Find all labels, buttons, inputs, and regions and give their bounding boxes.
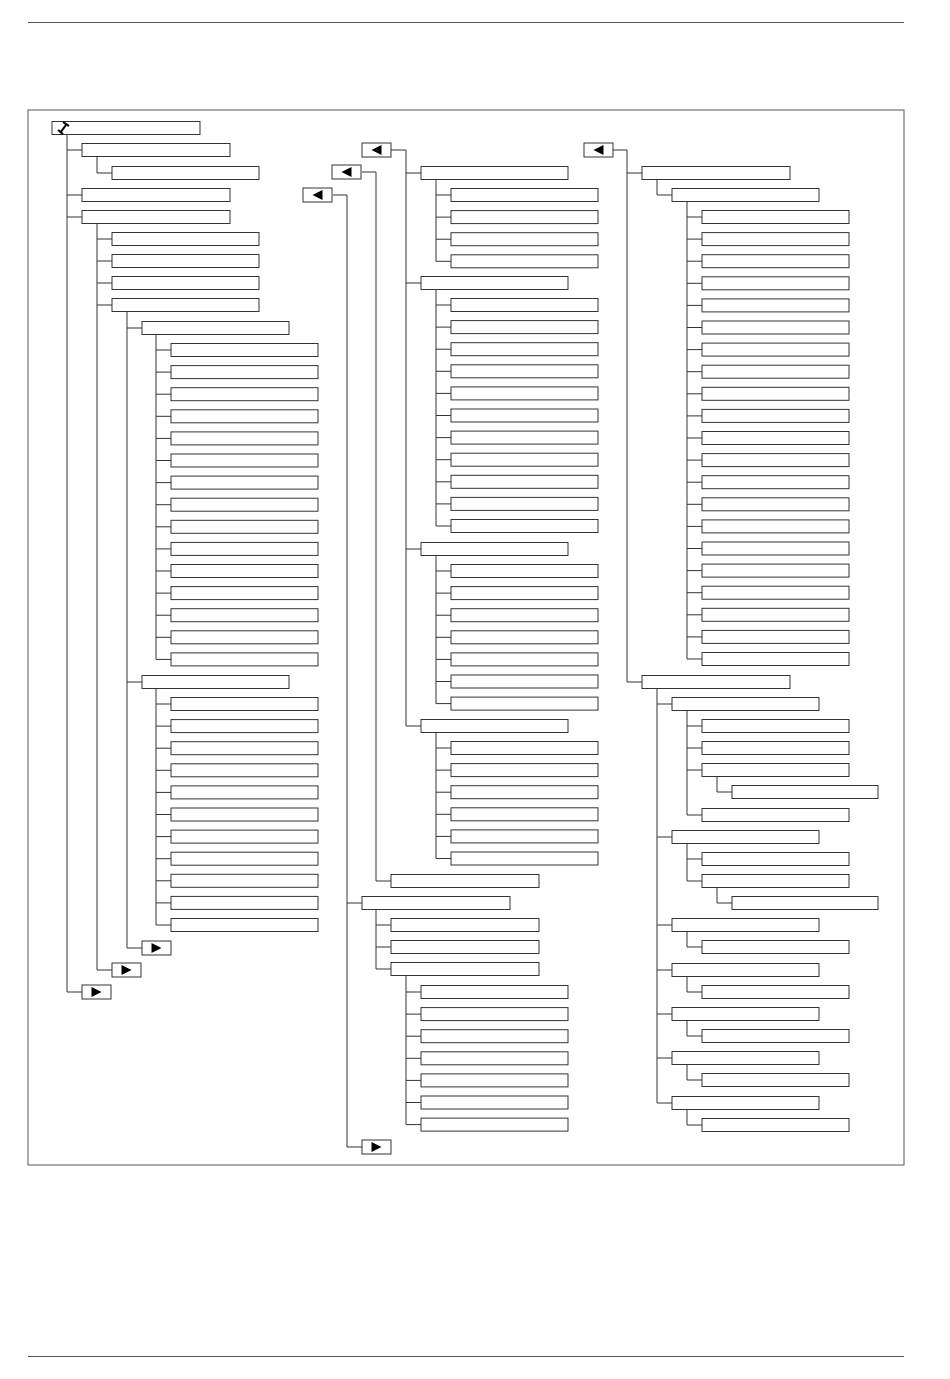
menu-item-box[interactable]: [451, 299, 598, 312]
menu-item-box[interactable]: [451, 365, 598, 378]
menu-item-box[interactable]: [702, 211, 849, 224]
menu-item-box[interactable]: [421, 1008, 568, 1021]
menu-item-box[interactable]: [672, 919, 819, 932]
menu-item-box[interactable]: [171, 896, 318, 909]
menu-item-box[interactable]: [702, 764, 849, 777]
menu-item-box[interactable]: [672, 831, 819, 844]
menu-item-box[interactable]: [82, 144, 230, 157]
next-page-button[interactable]: [142, 941, 171, 955]
prev-page-button[interactable]: [303, 188, 332, 202]
menu-item-box[interactable]: [171, 498, 318, 511]
menu-item-box[interactable]: [171, 764, 318, 777]
menu-item-box[interactable]: [421, 986, 568, 999]
menu-item-box[interactable]: [421, 1030, 568, 1043]
menu-item-box[interactable]: [451, 321, 598, 334]
root-menu-box[interactable]: [52, 122, 200, 135]
menu-item-box[interactable]: [171, 410, 318, 423]
menu-item-box[interactable]: [702, 1074, 849, 1087]
menu-item-box[interactable]: [451, 830, 598, 843]
menu-item-box[interactable]: [702, 476, 849, 489]
menu-item-box[interactable]: [702, 454, 849, 467]
menu-item-box[interactable]: [451, 387, 598, 400]
menu-item-box[interactable]: [702, 321, 849, 334]
menu-item-box[interactable]: [171, 919, 318, 932]
menu-item-box[interactable]: [451, 609, 598, 622]
menu-item-box[interactable]: [451, 520, 598, 533]
menu-item-box[interactable]: [642, 676, 790, 689]
menu-item-box[interactable]: [672, 189, 819, 202]
menu-item-box[interactable]: [451, 808, 598, 821]
menu-item-box[interactable]: [702, 742, 849, 755]
next-page-button[interactable]: [82, 985, 111, 999]
menu-item-box[interactable]: [362, 897, 510, 910]
menu-item-box[interactable]: [112, 277, 259, 290]
menu-item-box[interactable]: [171, 653, 318, 666]
menu-item-box[interactable]: [451, 409, 598, 422]
menu-item-box[interactable]: [451, 343, 598, 356]
menu-item-box[interactable]: [451, 786, 598, 799]
menu-item-box[interactable]: [171, 631, 318, 644]
menu-item-box[interactable]: [451, 852, 598, 865]
prev-page-button[interactable]: [584, 143, 613, 157]
menu-item-box[interactable]: [732, 897, 878, 910]
prev-page-button[interactable]: [362, 143, 391, 157]
menu-item-box[interactable]: [421, 277, 568, 290]
menu-item-box[interactable]: [171, 565, 318, 578]
menu-item-box[interactable]: [171, 520, 318, 533]
menu-item-box[interactable]: [171, 698, 318, 711]
menu-item-box[interactable]: [451, 697, 598, 710]
menu-item-box[interactable]: [451, 453, 598, 466]
next-page-button[interactable]: [362, 1140, 391, 1154]
menu-item-box[interactable]: [672, 1052, 819, 1065]
menu-item-box[interactable]: [171, 388, 318, 401]
menu-item-box[interactable]: [171, 609, 318, 622]
menu-item-box[interactable]: [421, 720, 568, 733]
menu-item-box[interactable]: [451, 675, 598, 688]
menu-item-box[interactable]: [451, 653, 598, 666]
menu-item-box[interactable]: [112, 167, 259, 180]
menu-item-box[interactable]: [702, 277, 849, 290]
menu-item-box[interactable]: [421, 1096, 568, 1109]
menu-item-box[interactable]: [672, 964, 819, 977]
menu-item-box[interactable]: [702, 365, 849, 378]
menu-item-box[interactable]: [171, 830, 318, 843]
menu-item-box[interactable]: [702, 986, 849, 999]
menu-item-box[interactable]: [171, 742, 318, 755]
menu-item-box[interactable]: [171, 344, 318, 357]
menu-item-box[interactable]: [702, 853, 849, 866]
menu-item-box[interactable]: [702, 255, 849, 268]
menu-item-box[interactable]: [112, 255, 259, 268]
menu-item-box[interactable]: [421, 1074, 568, 1087]
next-page-button[interactable]: [112, 963, 141, 977]
menu-item-box[interactable]: [702, 720, 849, 733]
menu-item-box[interactable]: [171, 432, 318, 445]
menu-item-box[interactable]: [672, 1008, 819, 1021]
menu-item-box[interactable]: [451, 431, 598, 444]
menu-item-box[interactable]: [702, 498, 849, 511]
menu-item-box[interactable]: [702, 586, 849, 599]
menu-item-box[interactable]: [702, 941, 849, 954]
menu-item-box[interactable]: [702, 1030, 849, 1043]
menu-item-box[interactable]: [702, 343, 849, 356]
menu-item-box[interactable]: [171, 454, 318, 467]
menu-item-box[interactable]: [421, 1052, 568, 1065]
menu-item-box[interactable]: [451, 742, 598, 755]
menu-item-box[interactable]: [702, 542, 849, 555]
menu-item-box[interactable]: [451, 631, 598, 644]
menu-item-box[interactable]: [642, 167, 790, 180]
menu-item-box[interactable]: [451, 189, 598, 202]
menu-item-box[interactable]: [702, 875, 849, 888]
menu-item-box[interactable]: [421, 543, 568, 556]
menu-item-box[interactable]: [702, 564, 849, 577]
menu-item-box[interactable]: [82, 211, 230, 224]
menu-item-box[interactable]: [702, 608, 849, 621]
menu-item-box[interactable]: [171, 786, 318, 799]
menu-item-box[interactable]: [451, 255, 598, 268]
menu-item-box[interactable]: [702, 653, 849, 666]
menu-item-box[interactable]: [451, 587, 598, 600]
menu-item-box[interactable]: [171, 874, 318, 887]
prev-page-button[interactable]: [332, 165, 361, 179]
menu-item-box[interactable]: [112, 233, 259, 246]
menu-item-box[interactable]: [672, 698, 819, 711]
menu-item-box[interactable]: [702, 409, 849, 422]
menu-item-box[interactable]: [142, 676, 289, 689]
menu-item-box[interactable]: [171, 852, 318, 865]
menu-item-box[interactable]: [451, 211, 598, 224]
menu-item-box[interactable]: [171, 808, 318, 821]
menu-item-box[interactable]: [391, 963, 539, 976]
menu-item-box[interactable]: [82, 189, 230, 202]
menu-item-box[interactable]: [702, 809, 849, 822]
menu-item-box[interactable]: [391, 941, 539, 954]
menu-item-box[interactable]: [391, 919, 539, 932]
menu-item-box[interactable]: [171, 542, 318, 555]
menu-item-box[interactable]: [171, 587, 318, 600]
menu-item-box[interactable]: [732, 786, 878, 799]
menu-item-box[interactable]: [451, 233, 598, 246]
menu-item-box[interactable]: [672, 1097, 819, 1110]
menu-item-box[interactable]: [171, 476, 318, 489]
menu-item-box[interactable]: [421, 1118, 568, 1131]
menu-item-box[interactable]: [702, 233, 849, 246]
menu-item-box[interactable]: [702, 299, 849, 312]
menu-item-box[interactable]: [702, 387, 849, 400]
menu-item-box[interactable]: [451, 764, 598, 777]
menu-item-box[interactable]: [171, 366, 318, 379]
menu-item-box[interactable]: [391, 875, 539, 888]
menu-item-box[interactable]: [702, 520, 849, 533]
menu-item-box[interactable]: [142, 322, 289, 335]
menu-item-box[interactable]: [171, 720, 318, 733]
menu-item-box[interactable]: [451, 565, 598, 578]
menu-item-box[interactable]: [112, 299, 259, 312]
menu-item-box[interactable]: [421, 167, 568, 180]
menu-item-box[interactable]: [451, 475, 598, 488]
menu-item-box[interactable]: [451, 497, 598, 510]
menu-item-box[interactable]: [702, 630, 849, 643]
menu-item-box[interactable]: [702, 432, 849, 445]
menu-item-box[interactable]: [702, 1119, 849, 1132]
